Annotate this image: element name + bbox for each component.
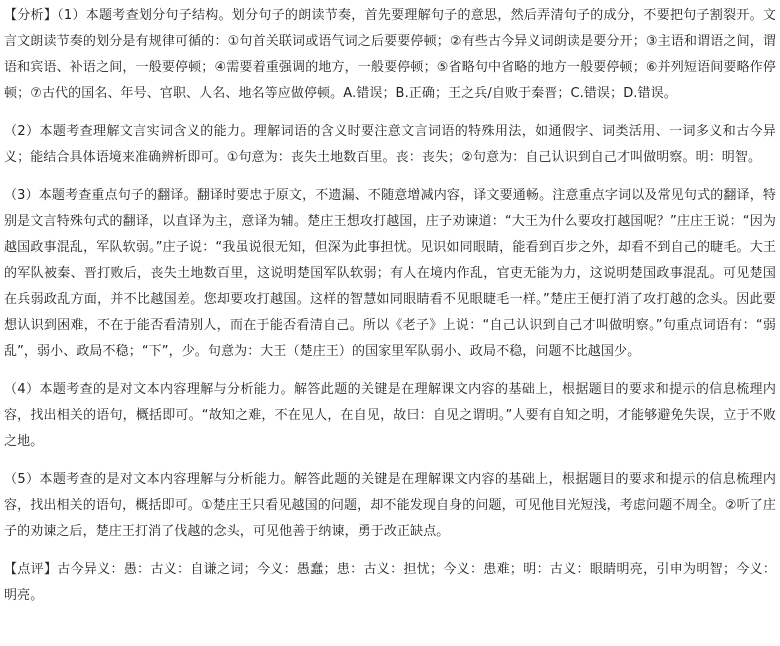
analysis-text-3: （3）本题考查重点句子的翻译。翻译时要忠于原文，不遗漏、不随意增减内容，译文要通畅。注意重点字词以及常见句式的翻译，特别是文言特殊句式的翻译，以直译为主，意译为辅。楚庄王想攻打越国，庄子劝谏道：“大王为什么要攻打越国呢？”庄庄王说：“因为越国政事混乱，军队软弱。”庄子说：“我虽说很无知，但深为此事担忧。见识如同眼睛，能看到百步之外，却看不到自己的睫毛。大王的军队被秦、晋打败后，丧失土地数百里，这说明楚国军队软弱；有人在境内作乱，官吏无能为力，这说明楚国政事混乱。可见楚国在兵弱政乱方面，并不比越国差。您却要攻打越国。这样的智慧如同眼睛看不见眼睫毛一样。”楚庄王便打消了攻打越的念头。因此要想认识到困难，不在于能否看清别人，而在于能否看清自己。所以《老子》上说：“自己认识到自己才叫做明察。”句重点词语有：“弱乱”，弱小、政局不稳；“下”，少。句意为：大王（楚庄王）的国家里军队弱小、政局不稳，问题不比越国少。 [4, 188, 776, 359]
analysis-paragraph-5 [4, 467, 776, 545]
analysis-paragraph-1 [4, 3, 776, 107]
comment-text: 古今异义：愚：古义：自谦之词；今义：愚蠢；患：古义：担忧；今义：患难；明：古义：眼睛明亮，引申为明智；今义：明亮。 [4, 562, 776, 603]
analysis-text-1: （1）本题考查划分句子结构。划分句子的朗读节奏，首先要理解句子的意思，然后弄清句子的成分，不要把句子割裂开。文言文朗读节奏的划分是有规律可循的：①句首关联词或语气词之后要要停顿；②有些古今异义词朗读是要分开；③主语和谓语之间，谓语和宾语、补语之间，一般要停顿；④需要着重强调的地方，一般要停顿；⑤省略句中省略的地方一般要停顿；⑥并列短语间要略作停顿；⑦古代的国名、年号、官职、人名、地名等应做停顿。A.错误；B.正确；王之兵/自败于秦晋；C.错误；D.错误。 [4, 8, 776, 101]
analysis-paragraph-3 [4, 183, 776, 365]
analysis-text-4: （4）本题考查的是对文本内容理解与分析能力。解答此题的关键是在理解课文内容的基础上，根据题目的要求和提示的信息梳理内容，找出相关的语句，概括即可。“故知之难，不在见人，在自见，故曰：自见之谓明。”人要有自知之明，才能够避免失误，立于不败之地。 [4, 382, 776, 449]
analysis-paragraph-2 [4, 119, 776, 171]
analysis-text-2: （2）本题考查理解文言实词含义的能力。理解词语的含义时要注意文言词语的特殊用法，如通假字、词类活用、一词多义和古今异义；能结合具体语境来准确辨析即可。①句意为：丧失土地数百里。丧：丧失；②句意为：自己认识到自己才叫做明察。明：明智。 [4, 124, 776, 165]
analysis-label: 【分析】 [4, 8, 58, 23]
comment-label: 【点评】 [4, 562, 58, 577]
analysis-paragraph-4 [4, 377, 776, 455]
analysis-text-5: （5）本题考查的是对文本内容理解与分析能力。解答此题的关键是在理解课文内容的基础上，根据题目的要求和提示的信息梳理内容，找出相关的语句，概括即可。①楚庄王只看见越国的问题，却不能发现自身的问题，可见他目光短浅，考虑问题不周全。②听了庄子的劝谏之后，楚庄王打消了伐越的念头，可见他善于纳谏，勇于改正缺点。 [4, 472, 776, 539]
comment-paragraph [4, 557, 776, 609]
